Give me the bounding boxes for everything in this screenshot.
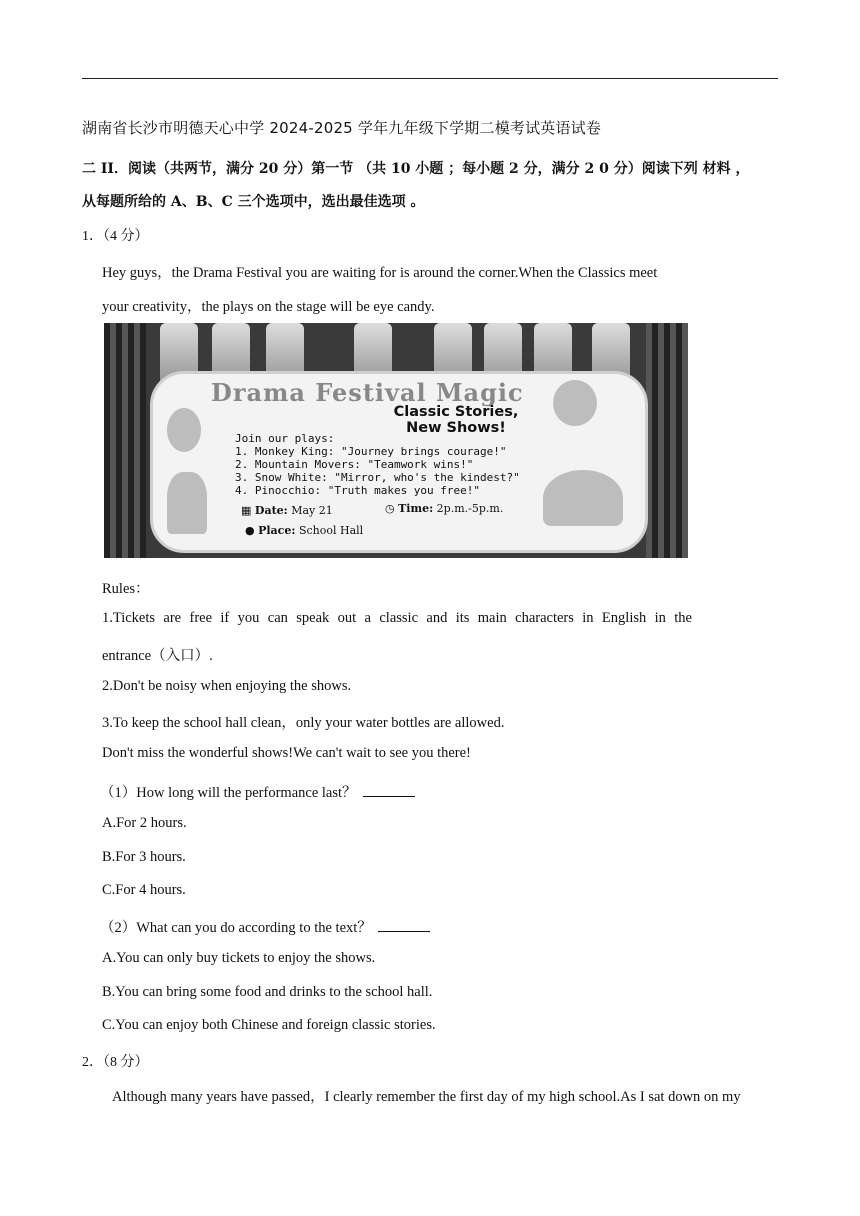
poster-title: Drama Festival Magic [211, 378, 524, 407]
poster-plays-list [235, 432, 520, 497]
answer-blank[interactable] [363, 795, 415, 797]
option-item: B.You can bring some food and drinks to the school hall. [102, 984, 433, 1000]
rule-1-line1: 1.Tickets are free if you can speak out a classic and its main characters in English in the [102, 610, 692, 626]
snow-white-figure-icon [167, 472, 207, 534]
sub-question-1 [100, 781, 415, 802]
poster-play-item: 2. Mountain Movers: "Teamwork wins!" [235, 458, 474, 471]
rules-label: Rules： [102, 581, 150, 597]
location-icon: ● [245, 524, 255, 537]
sub-question-1-text: （1）How long will the performance last？ [100, 785, 357, 801]
clock-icon: ◷ [385, 502, 395, 515]
q1-intro-line2: your creativity，the plays on the stage will be eye candy. [102, 299, 435, 315]
closing-line: Don't miss the wonderful shows!We can't wait to see you there! [102, 745, 471, 761]
sub-question-2 [100, 916, 430, 937]
poster-play-item: 4. Pinocchio: "Truth makes you free!" [235, 484, 481, 497]
poster-card [150, 371, 648, 553]
poster-place [245, 524, 363, 537]
poster-date [241, 504, 333, 517]
poster-play-item: 1. Monkey King: "Journey brings courage!" [235, 445, 507, 458]
answer-blank[interactable] [378, 930, 430, 932]
rule-3: 3.To keep the school hall clean，only your water bottles are allowed. [102, 715, 505, 731]
option-item: C.For 4 hours. [102, 882, 186, 898]
drama-festival-poster [104, 323, 688, 558]
poster-subtitle: Classic Stories, New Shows! [393, 404, 519, 436]
mountain-figure-icon [543, 470, 623, 526]
question-1-number: 1．（4 分） [82, 229, 149, 244]
poster-join-label: Join our plays: [235, 432, 335, 445]
place-label: Place: [258, 524, 296, 537]
poster-play-item: 3. Snow White: "Mirror, who's the kindest?" [235, 471, 520, 484]
rule-2: 2.Don't be noisy when enjoying the shows. [102, 678, 352, 694]
poster-time [385, 502, 503, 515]
document-title: 湖南省长沙市明德天心中学 2024-2025 学年九年级下学期二模考试英语试卷 [82, 119, 602, 137]
left-curtain [104, 323, 146, 558]
q2-text-line1: Although many years have passed，I clearly remember the first day of my high school.As I sat down on my [112, 1089, 741, 1105]
date-label: Date: [254, 504, 288, 517]
header-rule [82, 78, 778, 79]
option-item: A.You can only buy tickets to enjoy the shows. [102, 950, 376, 966]
date-value: May 21 [291, 504, 333, 517]
sub-question-2-text: （2）What can you do according to the text？ [100, 920, 372, 936]
option-item: A.For 2 hours. [102, 815, 187, 831]
rule-1-line2: entrance（入口）. [102, 648, 213, 664]
calendar-icon: ▦ [241, 504, 252, 517]
q1-intro-line1: Hey guys，the Drama Festival you are waiting for is around the corner.When the Classics meet [102, 265, 658, 281]
place-value: School Hall [298, 524, 364, 537]
monkey-king-figure-icon [167, 408, 201, 452]
time-value: 2p.m.-5p.m. [436, 502, 504, 515]
time-label: Time: [398, 502, 434, 515]
question-2-number: 2．（8 分） [82, 1055, 149, 1070]
pinocchio-figure-icon [553, 380, 597, 426]
option-item: B.For 3 hours. [102, 849, 186, 865]
section-heading-line1: 二 II．阅读（共两节，满分 20 分）第一节 （共 10 小题 ；每小题 2 分，满分 2 0 分）阅读下列 材料 ， [82, 161, 750, 177]
section-heading-line2: 从每题所给的 A、B、C 三个选项中，选出最佳选项 。 [82, 194, 425, 210]
option-item: C.You can enjoy both Chinese and foreign classic stories. [102, 1017, 436, 1033]
right-curtain [646, 323, 688, 558]
